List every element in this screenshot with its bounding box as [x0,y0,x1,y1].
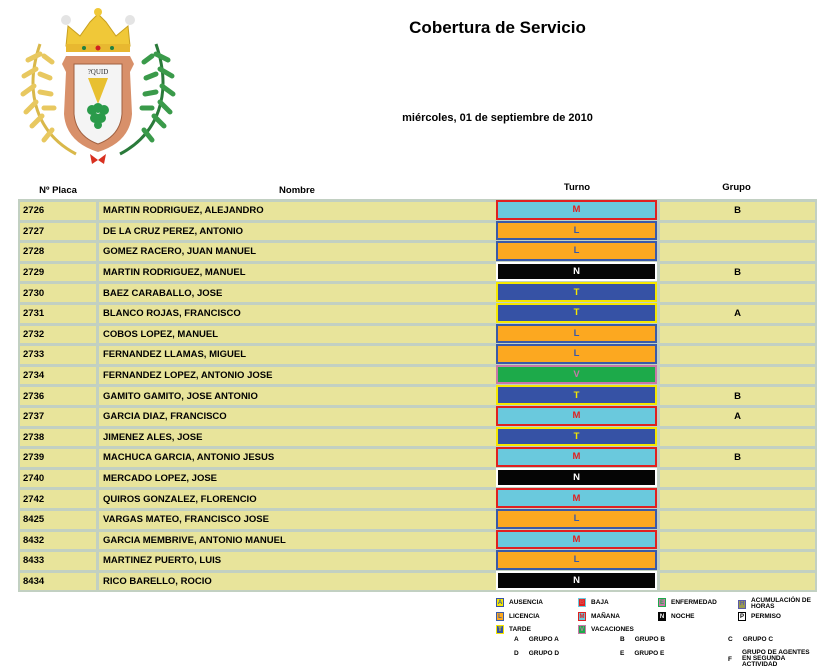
nombre-value: MARTIN RODRIGUEZ, MANUEL [99,264,496,282]
placa-value: 2736 [20,387,96,405]
legend-label: BAJA [591,598,609,606]
svg-text:?QUID: ?QUID [87,68,109,76]
grupo-cell [657,384,815,405]
column-header-placa: Nº Placa [39,185,77,196]
turno-cell [496,281,657,302]
turno-badge: M [496,488,657,508]
nombre-cell [99,220,496,241]
table-row [20,446,815,467]
nombre-cell [99,549,496,570]
placa-cell [20,487,99,508]
placa-cell [20,508,99,529]
turno-badge: T [496,303,657,323]
column-header-nombre: Nombre [279,185,315,196]
grupo-value [660,429,815,447]
turno-cell [496,343,657,364]
grupo-cell [657,570,815,591]
placa-value: 2726 [20,202,96,220]
placa-cell [20,281,99,302]
turno-cell [496,302,657,323]
legend-label: NOCHE [671,612,695,620]
nombre-value: GARCIA DIAZ, FRANCISCO [99,408,496,426]
turno-cell [496,508,657,529]
placa-value: 2732 [20,326,96,344]
placa-value: 2737 [20,408,96,426]
grupo-cell [657,364,815,385]
legend-group-label: GRUPO DE AGENTES EN SEGUNDA ACTIVIDAD [741,649,810,666]
nombre-cell [99,364,496,385]
legend-item [496,612,540,621]
nombre-cell [99,199,496,220]
placa-value: 8434 [20,573,96,591]
grupo-value [660,326,815,344]
table-row [20,220,815,241]
table-row [20,281,815,302]
placa-cell [20,426,99,447]
legend-swatch-icon: B [579,599,585,606]
grupo-cell [657,508,815,529]
legend-group-label: GRUPO B [634,635,666,643]
grupo-value [660,223,815,241]
turno-badge: M [496,200,657,220]
turno-cell [496,405,657,426]
nombre-cell [99,487,496,508]
turno-badge: T [496,427,657,447]
placa-value: 8433 [20,552,96,570]
placa-cell [20,405,99,426]
legend-group-item [620,650,664,657]
nombre-value: GOMEZ RACERO, JUAN MANUEL [99,243,496,261]
placa-cell [20,199,99,220]
placa-cell [20,570,99,591]
grupo-cell [657,487,815,508]
placa-cell [20,220,99,241]
nombre-value: BAEZ CARABALLO, JOSE [99,284,496,302]
report-title: Cobertura de Servicio [409,18,586,37]
nombre-cell [99,508,496,529]
turno-cell [496,549,657,570]
grupo-cell [657,220,815,241]
nombre-cell [99,281,496,302]
coat-of-arms-logo [18,4,178,174]
turno-cell [496,240,657,261]
nombre-cell [99,426,496,447]
grupo-cell [657,549,815,570]
legend-swatch-icon: P [739,613,744,620]
grupo-cell [657,323,815,344]
legend-group-code: C [728,636,733,643]
placa-value: 2731 [20,305,96,323]
legend-group-item [728,650,817,666]
legend-label: LICENCIA [509,612,540,620]
legend-group-label: GRUPO E [634,649,665,657]
grupo-cell [657,281,815,302]
legend-swatch-icon: M [579,613,585,620]
placa-value: 2727 [20,223,96,241]
placa-value: 2739 [20,449,96,467]
grupo-cell [657,261,815,282]
turno-cell [496,384,657,405]
nombre-cell [99,240,496,261]
placa-value: 2734 [20,367,96,385]
turno-badge: N [496,468,657,488]
legend-item [578,612,620,621]
table-row [20,529,815,550]
turno-badge: L [496,221,657,241]
nombre-value: RICO BARELLO, ROCIO [99,573,496,591]
grupo-cell [657,199,815,220]
grupo-value [660,511,815,529]
grupo-value: B [660,387,815,405]
placa-value: 2742 [20,490,96,508]
table-row [20,384,815,405]
table-row [20,570,815,591]
table-row [20,199,815,220]
legend-item [496,625,531,634]
turno-badge: V [496,365,657,385]
placa-cell [20,323,99,344]
turno-badge: L [496,241,657,261]
nombre-cell [99,529,496,550]
grupo-value [660,367,815,385]
nombre-cell [99,384,496,405]
turno-cell [496,426,657,447]
turno-badge: N [496,571,657,591]
placa-cell [20,343,99,364]
turno-cell [496,446,657,467]
placa-value: 2729 [20,264,96,282]
coverage-table [18,199,817,592]
legend-group-code: E [620,650,625,657]
grupo-cell [657,302,815,323]
nombre-value: GAMITO GAMITO, JOSE ANTONIO [99,387,496,405]
nombre-value: MARTIN RODRIGUEZ, ALEJANDRO [99,202,496,220]
placa-cell [20,467,99,488]
legend-item [738,598,821,610]
placa-value: 8425 [20,511,96,529]
nombre-value: JIMENEZ ALES, JOSE [99,429,496,447]
nombre-cell [99,302,496,323]
placa-value: 2728 [20,243,96,261]
turno-cell [496,323,657,344]
placa-cell [20,240,99,261]
turno-cell [496,220,657,241]
nombre-value: MERCADO LOPEZ, JOSE [99,470,496,488]
turno-cell [496,199,657,220]
grupo-value [660,573,815,591]
grupo-cell [657,467,815,488]
placa-cell [20,446,99,467]
grupo-cell [657,240,815,261]
nombre-value: GARCIA MEMBRIVE, ANTONIO MANUEL [99,532,496,550]
placa-value: 2740 [20,470,96,488]
grupo-cell [657,446,815,467]
legend-label: ACUMULACIÓN DE HORAS [751,597,811,610]
legend-group-code: D [514,650,519,657]
grupo-value: B [660,449,815,467]
table-row [20,405,815,426]
grupo-value: A [660,305,815,323]
placa-value: 8432 [20,532,96,550]
turno-badge: M [496,530,657,550]
legend-label: TARDE [509,625,531,633]
turno-badge: L [496,344,657,364]
legend-group-code: A [514,636,519,643]
grupo-value [660,532,815,550]
grupo-value [660,470,815,488]
grupo-value [660,346,815,364]
legend-item [496,598,543,607]
placa-cell [20,529,99,550]
table-row [20,508,815,529]
report-date: miércoles, 01 de septiembre de 2010 [402,112,593,124]
table-row [20,426,815,447]
grupo-value [660,552,815,570]
legend-item [578,598,609,607]
legend-label: ENFERMEDAD [671,598,717,606]
legend-label: VACACIONES [591,625,634,633]
turno-cell [496,529,657,550]
legend-swatch-icon: H [739,601,745,607]
turno-badge: T [496,282,657,302]
placa-cell [20,549,99,570]
legend-label: MAÑANA [591,612,620,620]
grupo-value: A [660,408,815,426]
turno-cell [496,467,657,488]
nombre-cell [99,261,496,282]
column-header-grupo: Grupo [722,182,751,193]
turno-badge: L [496,509,657,529]
turno-badge: M [496,406,657,426]
table-row [20,467,815,488]
nombre-value: QUIROS GONZALEZ, FLORENCIO [99,490,496,508]
legend-group-code: B [620,636,625,643]
turno-cell [496,487,657,508]
nombre-cell [99,343,496,364]
legend-group-code: F [728,655,732,663]
nombre-value: MACHUCA GARCIA, ANTONIO JESUS [99,449,496,467]
grupo-value: B [660,202,815,220]
turno-cell [496,570,657,591]
legend-group-label: GRUPO C [742,635,774,643]
legend-group-label: GRUPO D [528,649,560,657]
legend-group-label: GRUPO A [528,635,559,643]
table-row [20,487,815,508]
nombre-cell [99,323,496,344]
nombre-cell [99,446,496,467]
legend-group-item [620,636,665,643]
grupo-cell [657,405,815,426]
legend-swatch-icon: N [659,613,665,620]
legend-group-item [728,636,773,643]
nombre-value: BLANCO ROJAS, FRANCISCO [99,305,496,323]
legend-group-item [514,636,559,643]
nombre-value: FERNANDEZ LOPEZ, ANTONIO JOSE [99,367,496,385]
turno-badge: L [496,324,657,344]
legend-item [658,598,717,607]
nombre-cell [99,467,496,488]
legend-swatch-icon: L [496,612,504,621]
turno-cell [496,364,657,385]
nombre-value: DE LA CRUZ PEREZ, ANTONIO [99,223,496,241]
placa-cell [20,302,99,323]
nombre-value: FERNANDEZ LLAMAS, MIGUEL [99,346,496,364]
placa-cell [20,261,99,282]
table-row [20,549,815,570]
legend [496,592,826,666]
legend-swatch-icon: T [496,625,504,634]
grupo-value [660,284,815,302]
legend-item [658,612,694,621]
nombre-value: VARGAS MATEO, FRANCISCO JOSE [99,511,496,529]
grupo-cell [657,343,815,364]
table-row [20,261,815,282]
placa-cell [20,364,99,385]
turno-badge: M [496,447,657,467]
legend-swatch-icon: V [579,626,584,633]
table-row [20,323,815,344]
legend-swatch-icon: E [659,599,664,606]
grupo-value [660,243,815,261]
placa-value: 2738 [20,429,96,447]
table-row [20,343,815,364]
placa-value: 2733 [20,346,96,364]
grupo-cell [657,426,815,447]
nombre-value: COBOS LOPEZ, MANUEL [99,326,496,344]
table-row [20,240,815,261]
grupo-value: B [660,264,815,282]
nombre-cell [99,570,496,591]
nombre-cell [99,405,496,426]
nombre-value: MARTINEZ PUERTO, LUIS [99,552,496,570]
grupo-cell [657,529,815,550]
turno-badge: L [496,550,657,570]
legend-swatch-icon: A [497,599,503,606]
table-row [20,364,815,385]
grupo-value [660,490,815,508]
table-row [20,302,815,323]
placa-cell [20,384,99,405]
legend-label: PERMISO [751,612,781,620]
legend-label: AUSENCIA [509,598,543,606]
turno-badge: N [496,262,657,282]
legend-item [738,612,781,621]
placa-value: 2730 [20,284,96,302]
legend-group-item [514,650,559,657]
legend-item [578,625,634,634]
turno-badge: T [496,385,657,405]
turno-cell [496,261,657,282]
column-header-turno: Turno [563,182,591,193]
